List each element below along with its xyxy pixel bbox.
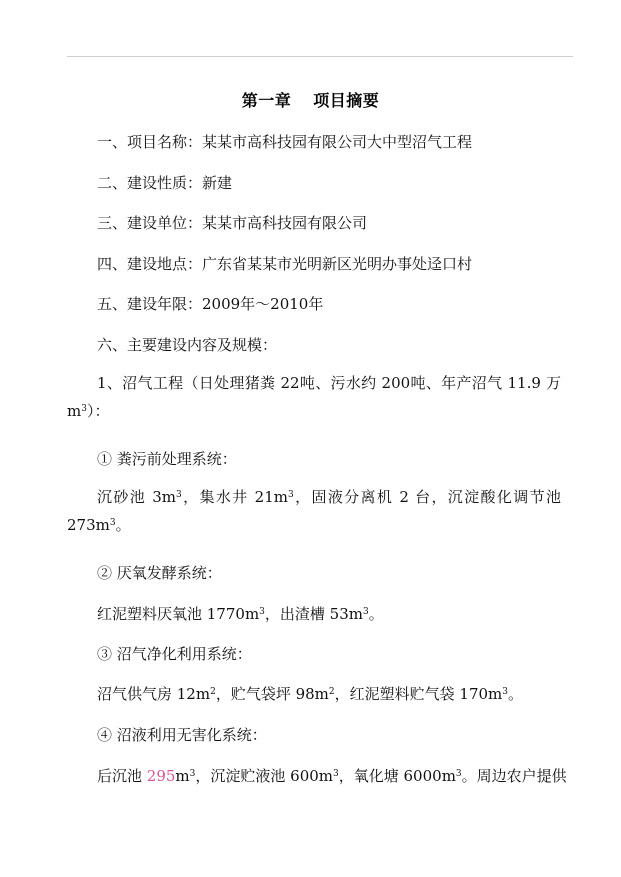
item-construction-unit: 三、建设单位：某某市高科技园有限公司 [97, 214, 368, 232]
chapter-title [0, 88, 621, 111]
highlighted-value: 295 [146, 767, 176, 785]
chapter-number: 第一章 [241, 91, 292, 110]
biogas-line-2: $m^3$）： [67, 402, 110, 420]
biogas-paragraph [67, 369, 561, 425]
item-construction-nature: 二、建设性质：新建 [97, 174, 233, 192]
item-construction-location: 四、建设地点：广东省某某市光明新区光明办事处迳口村 [97, 255, 473, 273]
biogas-line-1: 1、沼气工程（日处理猪粪 22吨、污水约 200吨、年产沼气 11.9 万 [97, 374, 561, 392]
pretreatment-line-1: 沉砂池 $3m^3$，集水井 $21m^3$，固液分离机 2 台，沉淀酸化调节池 [97, 488, 561, 506]
item-construction-period: 五、建设年限：2009年～2010年 [97, 295, 324, 313]
pretreatment-paragraph [67, 483, 561, 539]
anaerobic-description: 红泥塑料厌氧池 $1770m^3$，出渣槽 $53m^3$。 [97, 605, 384, 623]
digestate-description: 后沉池 $295m^3$，沉淀贮液池 $600m^3$，氧化塘 $6000m^3$。周边农户提供 [97, 767, 567, 785]
section-heading-digestate: ④ 沼液利用无害化系统： [97, 726, 267, 744]
chapter-name: 项目摘要 [313, 91, 380, 110]
section-heading-purification: ③ 沼气净化利用系统： [97, 645, 252, 663]
section-heading-anaerobic: ② 厌氧发酵系统： [97, 564, 222, 582]
header-rule [67, 56, 573, 57]
pretreatment-line-2: $273m^3$。 [67, 516, 131, 534]
purification-description: 沼气供气房 $12m^2$，贮气袋坪 $98m^2$，红泥塑料贮气袋 $170m^3$。 [97, 685, 524, 703]
section-heading-pretreatment: ① 粪污前处理系统： [97, 450, 237, 468]
item-main-content: 六、主要建设内容及规模： [97, 336, 278, 354]
item-project-name: 一、项目名称：某某市高科技园有限公司大中型沼气工程 [97, 133, 473, 151]
